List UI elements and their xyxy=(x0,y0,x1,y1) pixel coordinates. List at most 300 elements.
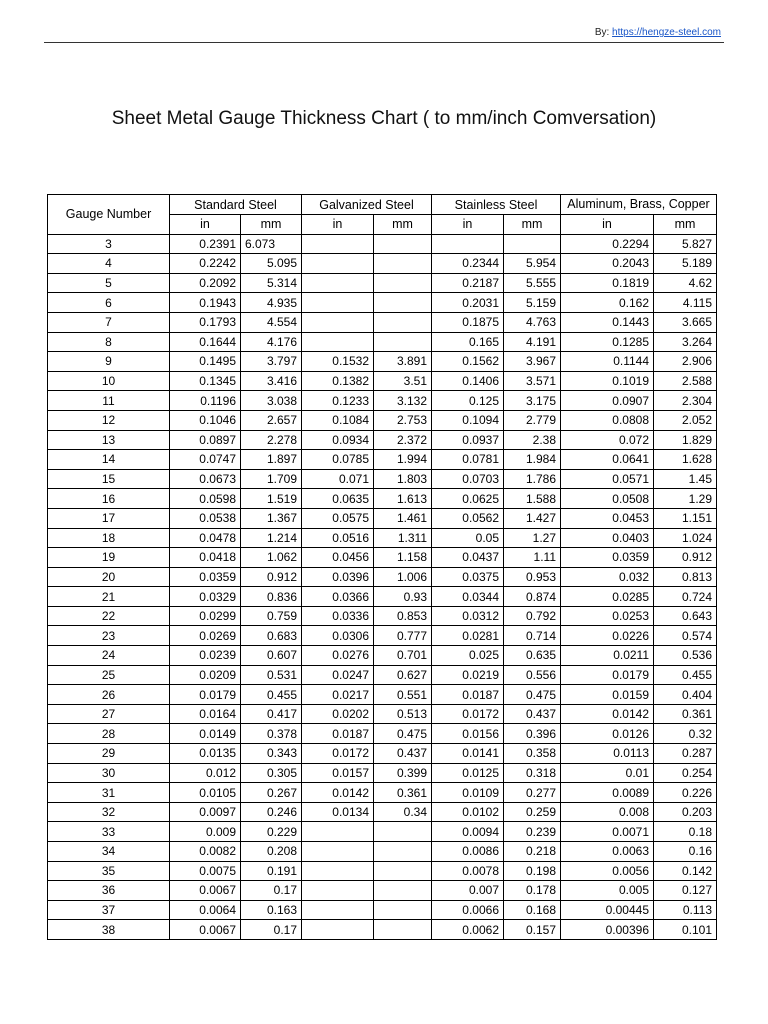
stainless-mm-cell: 0.218 xyxy=(504,842,561,862)
aluminum-in-cell: 0.0113 xyxy=(561,744,654,764)
galvanized-in-cell: 0.0516 xyxy=(302,528,374,548)
stainless-mm-cell: 0.358 xyxy=(504,744,561,764)
standard-mm-cell: 0.683 xyxy=(241,626,302,646)
aluminum-in-cell: 0.072 xyxy=(561,430,654,450)
galvanized-in-cell: 0.0247 xyxy=(302,665,374,685)
stainless-mm-cell: 0.714 xyxy=(504,626,561,646)
galvanized-in-cell xyxy=(302,920,374,940)
table-row xyxy=(48,861,717,881)
aluminum-mm-cell: 2.304 xyxy=(654,391,717,411)
galvanized-in-cell: 0.0157 xyxy=(302,763,374,783)
galvanized-mm-cell: 2.372 xyxy=(374,430,432,450)
stainless-mm-cell: 0.157 xyxy=(504,920,561,940)
standard-in-cell: 0.0067 xyxy=(170,920,241,940)
stainless-mm-cell: 2.38 xyxy=(504,430,561,450)
gauge-cell: 14 xyxy=(48,450,170,470)
stainless-mm-cell: 0.259 xyxy=(504,802,561,822)
standard-mm-cell: 5.095 xyxy=(241,254,302,274)
standard-in-cell: 0.1644 xyxy=(170,332,241,352)
galvanized-in-cell xyxy=(302,861,374,881)
standard-mm-cell: 1.367 xyxy=(241,508,302,528)
aluminum-in-cell: 0.008 xyxy=(561,802,654,822)
table-row xyxy=(48,273,717,293)
standard-in-cell: 0.0164 xyxy=(170,704,241,724)
standard-in-cell: 0.0239 xyxy=(170,646,241,666)
gauge-cell: 19 xyxy=(48,548,170,568)
galvanized-mm-cell: 0.551 xyxy=(374,685,432,705)
aluminum-in-cell: 0.005 xyxy=(561,881,654,901)
stainless-in-cell: 0.0562 xyxy=(432,508,504,528)
stainless-in-cell: 0.05 xyxy=(432,528,504,548)
aluminum-in-cell: 0.00396 xyxy=(561,920,654,940)
gauge-cell: 16 xyxy=(48,489,170,509)
standard-in-cell: 0.2242 xyxy=(170,254,241,274)
galvanized-in-cell xyxy=(302,881,374,901)
stainless-mm-cell: 1.588 xyxy=(504,489,561,509)
galvanized-mm-cell: 0.627 xyxy=(374,665,432,685)
gauge-cell: 30 xyxy=(48,763,170,783)
aluminum-mm-cell: 0.361 xyxy=(654,704,717,724)
galvanized-in-cell: 0.0142 xyxy=(302,783,374,803)
galvanized-in-cell: 0.0187 xyxy=(302,724,374,744)
aluminum-mm-cell: 0.16 xyxy=(654,842,717,862)
table-row xyxy=(48,783,717,803)
standard-in-cell: 0.0075 xyxy=(170,861,241,881)
aluminum-mm-cell: 0.127 xyxy=(654,881,717,901)
stainless-mm-cell: 1.427 xyxy=(504,508,561,528)
stainless-mm-cell: 3.175 xyxy=(504,391,561,411)
standard-in-cell: 0.0149 xyxy=(170,724,241,744)
galvanized-in-cell xyxy=(302,900,374,920)
unit-header-in: in xyxy=(432,215,504,235)
standard-in-cell: 0.0673 xyxy=(170,469,241,489)
standard-mm-cell: 0.455 xyxy=(241,685,302,705)
galvanized-in-cell: 0.0934 xyxy=(302,430,374,450)
stainless-in-cell xyxy=(432,234,504,254)
standard-mm-cell: 0.912 xyxy=(241,567,302,587)
gauge-cell: 31 xyxy=(48,783,170,803)
stainless-mm-cell: 4.191 xyxy=(504,332,561,352)
galvanized-in-cell: 0.0366 xyxy=(302,587,374,607)
galvanized-mm-cell xyxy=(374,822,432,842)
stainless-in-cell: 0.2031 xyxy=(432,293,504,313)
aluminum-mm-cell: 2.906 xyxy=(654,352,717,372)
table-row xyxy=(48,704,717,724)
stainless-in-cell: 0.0141 xyxy=(432,744,504,764)
aluminum-in-cell: 0.0907 xyxy=(561,391,654,411)
gauge-cell: 34 xyxy=(48,842,170,862)
standard-mm-cell: 5.314 xyxy=(241,273,302,293)
table-row xyxy=(48,606,717,626)
page-title: Sheet Metal Gauge Thickness Chart ( to mm/inch Comversation) xyxy=(111,108,657,129)
stainless-mm-cell: 0.239 xyxy=(504,822,561,842)
table-row xyxy=(48,763,717,783)
standard-in-cell: 0.0329 xyxy=(170,587,241,607)
aluminum-in-cell: 0.1144 xyxy=(561,352,654,372)
galvanized-in-cell xyxy=(302,312,374,332)
standard-mm-cell: 3.038 xyxy=(241,391,302,411)
standard-in-cell: 0.0538 xyxy=(170,508,241,528)
gauge-cell: 11 xyxy=(48,391,170,411)
table-body xyxy=(48,234,717,939)
standard-mm-cell: 1.519 xyxy=(241,489,302,509)
table-row xyxy=(48,508,717,528)
aluminum-in-cell: 0.0285 xyxy=(561,587,654,607)
stainless-in-cell: 0.0703 xyxy=(432,469,504,489)
aluminum-mm-cell: 0.226 xyxy=(654,783,717,803)
aluminum-mm-cell: 0.813 xyxy=(654,567,717,587)
unit-header-mm: mm xyxy=(374,215,432,235)
standard-mm-cell: 0.836 xyxy=(241,587,302,607)
standard-in-cell: 0.0598 xyxy=(170,489,241,509)
gauge-cell: 4 xyxy=(48,254,170,274)
aluminum-in-cell: 0.0211 xyxy=(561,646,654,666)
standard-in-cell: 0.0747 xyxy=(170,450,241,470)
gauge-cell: 20 xyxy=(48,567,170,587)
stainless-in-cell: 0.0086 xyxy=(432,842,504,862)
standard-mm-cell: 3.797 xyxy=(241,352,302,372)
standard-mm-cell: 3.416 xyxy=(241,371,302,391)
stainless-in-cell: 0.0312 xyxy=(432,606,504,626)
stainless-in-cell: 0.165 xyxy=(432,332,504,352)
table-row xyxy=(48,900,717,920)
stainless-mm-cell: 0.437 xyxy=(504,704,561,724)
standard-in-cell: 0.2391 xyxy=(170,234,241,254)
stainless-in-cell: 0.0078 xyxy=(432,861,504,881)
gauge-cell: 13 xyxy=(48,430,170,450)
gauge-cell: 27 xyxy=(48,704,170,724)
stainless-mm-cell: 4.763 xyxy=(504,312,561,332)
galvanized-mm-cell: 3.132 xyxy=(374,391,432,411)
standard-mm-cell: 0.17 xyxy=(241,881,302,901)
aluminum-in-cell: 0.1443 xyxy=(561,312,654,332)
aluminum-mm-cell: 0.101 xyxy=(654,920,717,940)
stainless-mm-cell: 1.786 xyxy=(504,469,561,489)
gauge-cell: 33 xyxy=(48,822,170,842)
aluminum-mm-cell: 0.455 xyxy=(654,665,717,685)
standard-in-cell: 0.0478 xyxy=(170,528,241,548)
aluminum-mm-cell: 1.29 xyxy=(654,489,717,509)
aluminum-in-cell: 0.0226 xyxy=(561,626,654,646)
galvanized-in-cell: 0.0276 xyxy=(302,646,374,666)
standard-mm-cell: 0.17 xyxy=(241,920,302,940)
stainless-in-cell: 0.1406 xyxy=(432,371,504,391)
source-link[interactable]: https://hengze-steel.com xyxy=(612,27,721,38)
aluminum-mm-cell: 0.574 xyxy=(654,626,717,646)
aluminum-in-cell: 0.0179 xyxy=(561,665,654,685)
stainless-in-cell: 0.0344 xyxy=(432,587,504,607)
galvanized-mm-cell xyxy=(374,293,432,313)
aluminum-mm-cell: 5.827 xyxy=(654,234,717,254)
stainless-in-cell: 0.0281 xyxy=(432,626,504,646)
standard-mm-cell: 0.378 xyxy=(241,724,302,744)
aluminum-in-cell: 0.01 xyxy=(561,763,654,783)
aluminum-mm-cell: 0.32 xyxy=(654,724,717,744)
aluminum-in-cell: 0.0142 xyxy=(561,704,654,724)
standard-mm-cell: 0.531 xyxy=(241,665,302,685)
standard-in-cell: 0.0179 xyxy=(170,685,241,705)
aluminum-mm-cell: 0.912 xyxy=(654,548,717,568)
aluminum-in-cell: 0.0453 xyxy=(561,508,654,528)
stainless-mm-cell: 0.635 xyxy=(504,646,561,666)
galvanized-mm-cell: 0.777 xyxy=(374,626,432,646)
material-header-galvanized-steel: Galvanized Steel xyxy=(302,195,432,215)
stainless-in-cell: 0.0219 xyxy=(432,665,504,685)
galvanized-mm-cell: 0.701 xyxy=(374,646,432,666)
gauge-cell: 5 xyxy=(48,273,170,293)
table-row xyxy=(48,626,717,646)
galvanized-in-cell: 0.0306 xyxy=(302,626,374,646)
gauge-cell: 26 xyxy=(48,685,170,705)
galvanized-in-cell xyxy=(302,332,374,352)
stainless-in-cell: 0.0781 xyxy=(432,450,504,470)
material-header-standard-steel: Standard Steel xyxy=(170,195,302,215)
gauge-cell: 21 xyxy=(48,587,170,607)
table-row xyxy=(48,685,717,705)
galvanized-in-cell: 0.0785 xyxy=(302,450,374,470)
table-row xyxy=(48,293,717,313)
aluminum-mm-cell: 0.254 xyxy=(654,763,717,783)
aluminum-mm-cell: 0.404 xyxy=(654,685,717,705)
stainless-mm-cell: 0.953 xyxy=(504,567,561,587)
stainless-in-cell: 0.0437 xyxy=(432,548,504,568)
standard-mm-cell: 2.278 xyxy=(241,430,302,450)
galvanized-mm-cell: 3.891 xyxy=(374,352,432,372)
stainless-in-cell: 0.125 xyxy=(432,391,504,411)
galvanized-mm-cell xyxy=(374,920,432,940)
aluminum-in-cell: 0.2294 xyxy=(561,234,654,254)
galvanized-mm-cell xyxy=(374,234,432,254)
aluminum-in-cell: 0.0641 xyxy=(561,450,654,470)
stainless-mm-cell: 0.318 xyxy=(504,763,561,783)
aluminum-mm-cell: 0.287 xyxy=(654,744,717,764)
standard-mm-cell: 4.935 xyxy=(241,293,302,313)
galvanized-in-cell xyxy=(302,822,374,842)
standard-in-cell: 0.1943 xyxy=(170,293,241,313)
aluminum-mm-cell: 0.113 xyxy=(654,900,717,920)
stainless-in-cell: 0.0156 xyxy=(432,724,504,744)
aluminum-mm-cell: 2.052 xyxy=(654,410,717,430)
standard-mm-cell: 4.554 xyxy=(241,312,302,332)
standard-in-cell: 0.012 xyxy=(170,763,241,783)
galvanized-mm-cell: 0.513 xyxy=(374,704,432,724)
galvanized-mm-cell: 0.853 xyxy=(374,606,432,626)
galvanized-mm-cell: 0.437 xyxy=(374,744,432,764)
standard-mm-cell: 0.417 xyxy=(241,704,302,724)
gauge-cell: 38 xyxy=(48,920,170,940)
table-row xyxy=(48,567,717,587)
galvanized-in-cell: 0.0575 xyxy=(302,508,374,528)
gauge-cell: 7 xyxy=(48,312,170,332)
gauge-cell: 9 xyxy=(48,352,170,372)
gauge-cell: 32 xyxy=(48,802,170,822)
stainless-mm-cell: 0.556 xyxy=(504,665,561,685)
galvanized-mm-cell: 1.311 xyxy=(374,528,432,548)
aluminum-in-cell: 0.162 xyxy=(561,293,654,313)
table-row xyxy=(48,450,717,470)
standard-in-cell: 0.0105 xyxy=(170,783,241,803)
standard-in-cell: 0.0359 xyxy=(170,567,241,587)
aluminum-in-cell: 0.0403 xyxy=(561,528,654,548)
standard-mm-cell: 6.073 xyxy=(241,234,302,254)
gauge-cell: 28 xyxy=(48,724,170,744)
stainless-in-cell: 0.0187 xyxy=(432,685,504,705)
stainless-in-cell: 0.2344 xyxy=(432,254,504,274)
standard-in-cell: 0.0067 xyxy=(170,881,241,901)
standard-mm-cell: 1.897 xyxy=(241,450,302,470)
aluminum-mm-cell: 0.18 xyxy=(654,822,717,842)
table-row xyxy=(48,724,717,744)
aluminum-in-cell: 0.0071 xyxy=(561,822,654,842)
aluminum-in-cell: 0.0089 xyxy=(561,783,654,803)
aluminum-in-cell: 0.0571 xyxy=(561,469,654,489)
galvanized-in-cell: 0.1532 xyxy=(302,352,374,372)
stainless-mm-cell: 2.779 xyxy=(504,410,561,430)
gauge-cell: 29 xyxy=(48,744,170,764)
galvanized-mm-cell xyxy=(374,254,432,274)
stainless-in-cell: 0.0066 xyxy=(432,900,504,920)
table-row xyxy=(48,920,717,940)
aluminum-mm-cell: 3.264 xyxy=(654,332,717,352)
table-row xyxy=(48,842,717,862)
galvanized-in-cell: 0.0217 xyxy=(302,685,374,705)
standard-in-cell: 0.0299 xyxy=(170,606,241,626)
standard-in-cell: 0.0418 xyxy=(170,548,241,568)
standard-mm-cell: 0.229 xyxy=(241,822,302,842)
gauge-cell: 8 xyxy=(48,332,170,352)
stainless-mm-cell: 0.874 xyxy=(504,587,561,607)
galvanized-mm-cell: 1.158 xyxy=(374,548,432,568)
galvanized-mm-cell: 0.399 xyxy=(374,763,432,783)
standard-mm-cell: 0.191 xyxy=(241,861,302,881)
aluminum-mm-cell: 0.536 xyxy=(654,646,717,666)
stainless-mm-cell: 5.555 xyxy=(504,273,561,293)
gauge-cell: 17 xyxy=(48,508,170,528)
stainless-in-cell: 0.0172 xyxy=(432,704,504,724)
stainless-mm-cell: 1.984 xyxy=(504,450,561,470)
galvanized-in-cell: 0.0202 xyxy=(302,704,374,724)
aluminum-mm-cell: 0.142 xyxy=(654,861,717,881)
gauge-cell: 15 xyxy=(48,469,170,489)
standard-mm-cell: 0.607 xyxy=(241,646,302,666)
table-row xyxy=(48,587,717,607)
galvanized-mm-cell: 1.994 xyxy=(374,450,432,470)
standard-mm-cell: 1.709 xyxy=(241,469,302,489)
galvanized-in-cell: 0.1084 xyxy=(302,410,374,430)
standard-in-cell: 0.0082 xyxy=(170,842,241,862)
table-row xyxy=(48,528,717,548)
aluminum-in-cell: 0.0508 xyxy=(561,489,654,509)
galvanized-in-cell: 0.0336 xyxy=(302,606,374,626)
gauge-cell: 37 xyxy=(48,900,170,920)
standard-in-cell: 0.0064 xyxy=(170,900,241,920)
aluminum-mm-cell: 4.115 xyxy=(654,293,717,313)
table-row xyxy=(48,646,717,666)
aluminum-mm-cell: 0.724 xyxy=(654,587,717,607)
galvanized-in-cell: 0.0396 xyxy=(302,567,374,587)
stainless-mm-cell: 0.475 xyxy=(504,685,561,705)
aluminum-in-cell: 0.00445 xyxy=(561,900,654,920)
standard-in-cell: 0.0897 xyxy=(170,430,241,450)
galvanized-in-cell: 0.0456 xyxy=(302,548,374,568)
galvanized-mm-cell xyxy=(374,861,432,881)
table-row xyxy=(48,352,717,372)
table-row xyxy=(48,665,717,685)
standard-mm-cell: 0.759 xyxy=(241,606,302,626)
galvanized-in-cell: 0.1233 xyxy=(302,391,374,411)
unit-header-mm: mm xyxy=(241,215,302,235)
gauge-cell: 35 xyxy=(48,861,170,881)
stainless-mm-cell: 0.792 xyxy=(504,606,561,626)
table-row xyxy=(48,469,717,489)
stainless-mm-cell: 3.967 xyxy=(504,352,561,372)
source-byline xyxy=(595,27,721,38)
standard-mm-cell: 1.214 xyxy=(241,528,302,548)
gauge-cell: 18 xyxy=(48,528,170,548)
stainless-in-cell: 0.025 xyxy=(432,646,504,666)
aluminum-in-cell: 0.0359 xyxy=(561,548,654,568)
galvanized-in-cell: 0.071 xyxy=(302,469,374,489)
stainless-in-cell: 0.0102 xyxy=(432,802,504,822)
stainless-mm-cell: 0.178 xyxy=(504,881,561,901)
table-row xyxy=(48,391,717,411)
stainless-mm-cell: 5.954 xyxy=(504,254,561,274)
stainless-mm-cell: 5.159 xyxy=(504,293,561,313)
aluminum-mm-cell: 1.829 xyxy=(654,430,717,450)
standard-in-cell: 0.1345 xyxy=(170,371,241,391)
galvanized-mm-cell: 0.475 xyxy=(374,724,432,744)
aluminum-mm-cell: 2.588 xyxy=(654,371,717,391)
galvanized-in-cell xyxy=(302,293,374,313)
stainless-mm-cell: 1.27 xyxy=(504,528,561,548)
aluminum-mm-cell: 5.189 xyxy=(654,254,717,274)
aluminum-in-cell: 0.0063 xyxy=(561,842,654,862)
aluminum-in-cell: 0.2043 xyxy=(561,254,654,274)
standard-mm-cell: 4.176 xyxy=(241,332,302,352)
aluminum-in-cell: 0.0159 xyxy=(561,685,654,705)
stainless-in-cell: 0.0625 xyxy=(432,489,504,509)
standard-in-cell: 0.1793 xyxy=(170,312,241,332)
table-row xyxy=(48,489,717,509)
table-row xyxy=(48,312,717,332)
galvanized-mm-cell: 0.361 xyxy=(374,783,432,803)
aluminum-in-cell: 0.0126 xyxy=(561,724,654,744)
galvanized-in-cell: 0.0172 xyxy=(302,744,374,764)
aluminum-in-cell: 0.1285 xyxy=(561,332,654,352)
unit-header-mm: mm xyxy=(654,215,717,235)
gauge-cell: 22 xyxy=(48,606,170,626)
stainless-in-cell: 0.1562 xyxy=(432,352,504,372)
standard-mm-cell: 0.305 xyxy=(241,763,302,783)
galvanized-mm-cell: 2.753 xyxy=(374,410,432,430)
stainless-mm-cell: 0.168 xyxy=(504,900,561,920)
standard-in-cell: 0.0135 xyxy=(170,744,241,764)
stainless-in-cell: 0.0125 xyxy=(432,763,504,783)
standard-mm-cell: 2.657 xyxy=(241,410,302,430)
stainless-mm-cell xyxy=(504,234,561,254)
galvanized-mm-cell: 1.461 xyxy=(374,508,432,528)
standard-mm-cell: 0.246 xyxy=(241,802,302,822)
galvanized-in-cell: 0.1382 xyxy=(302,371,374,391)
galvanized-mm-cell xyxy=(374,900,432,920)
galvanized-mm-cell: 3.51 xyxy=(374,371,432,391)
unit-header-in: in xyxy=(302,215,374,235)
galvanized-mm-cell xyxy=(374,312,432,332)
standard-mm-cell: 0.267 xyxy=(241,783,302,803)
gauge-cell: 3 xyxy=(48,234,170,254)
standard-in-cell: 0.0097 xyxy=(170,802,241,822)
galvanized-mm-cell xyxy=(374,881,432,901)
